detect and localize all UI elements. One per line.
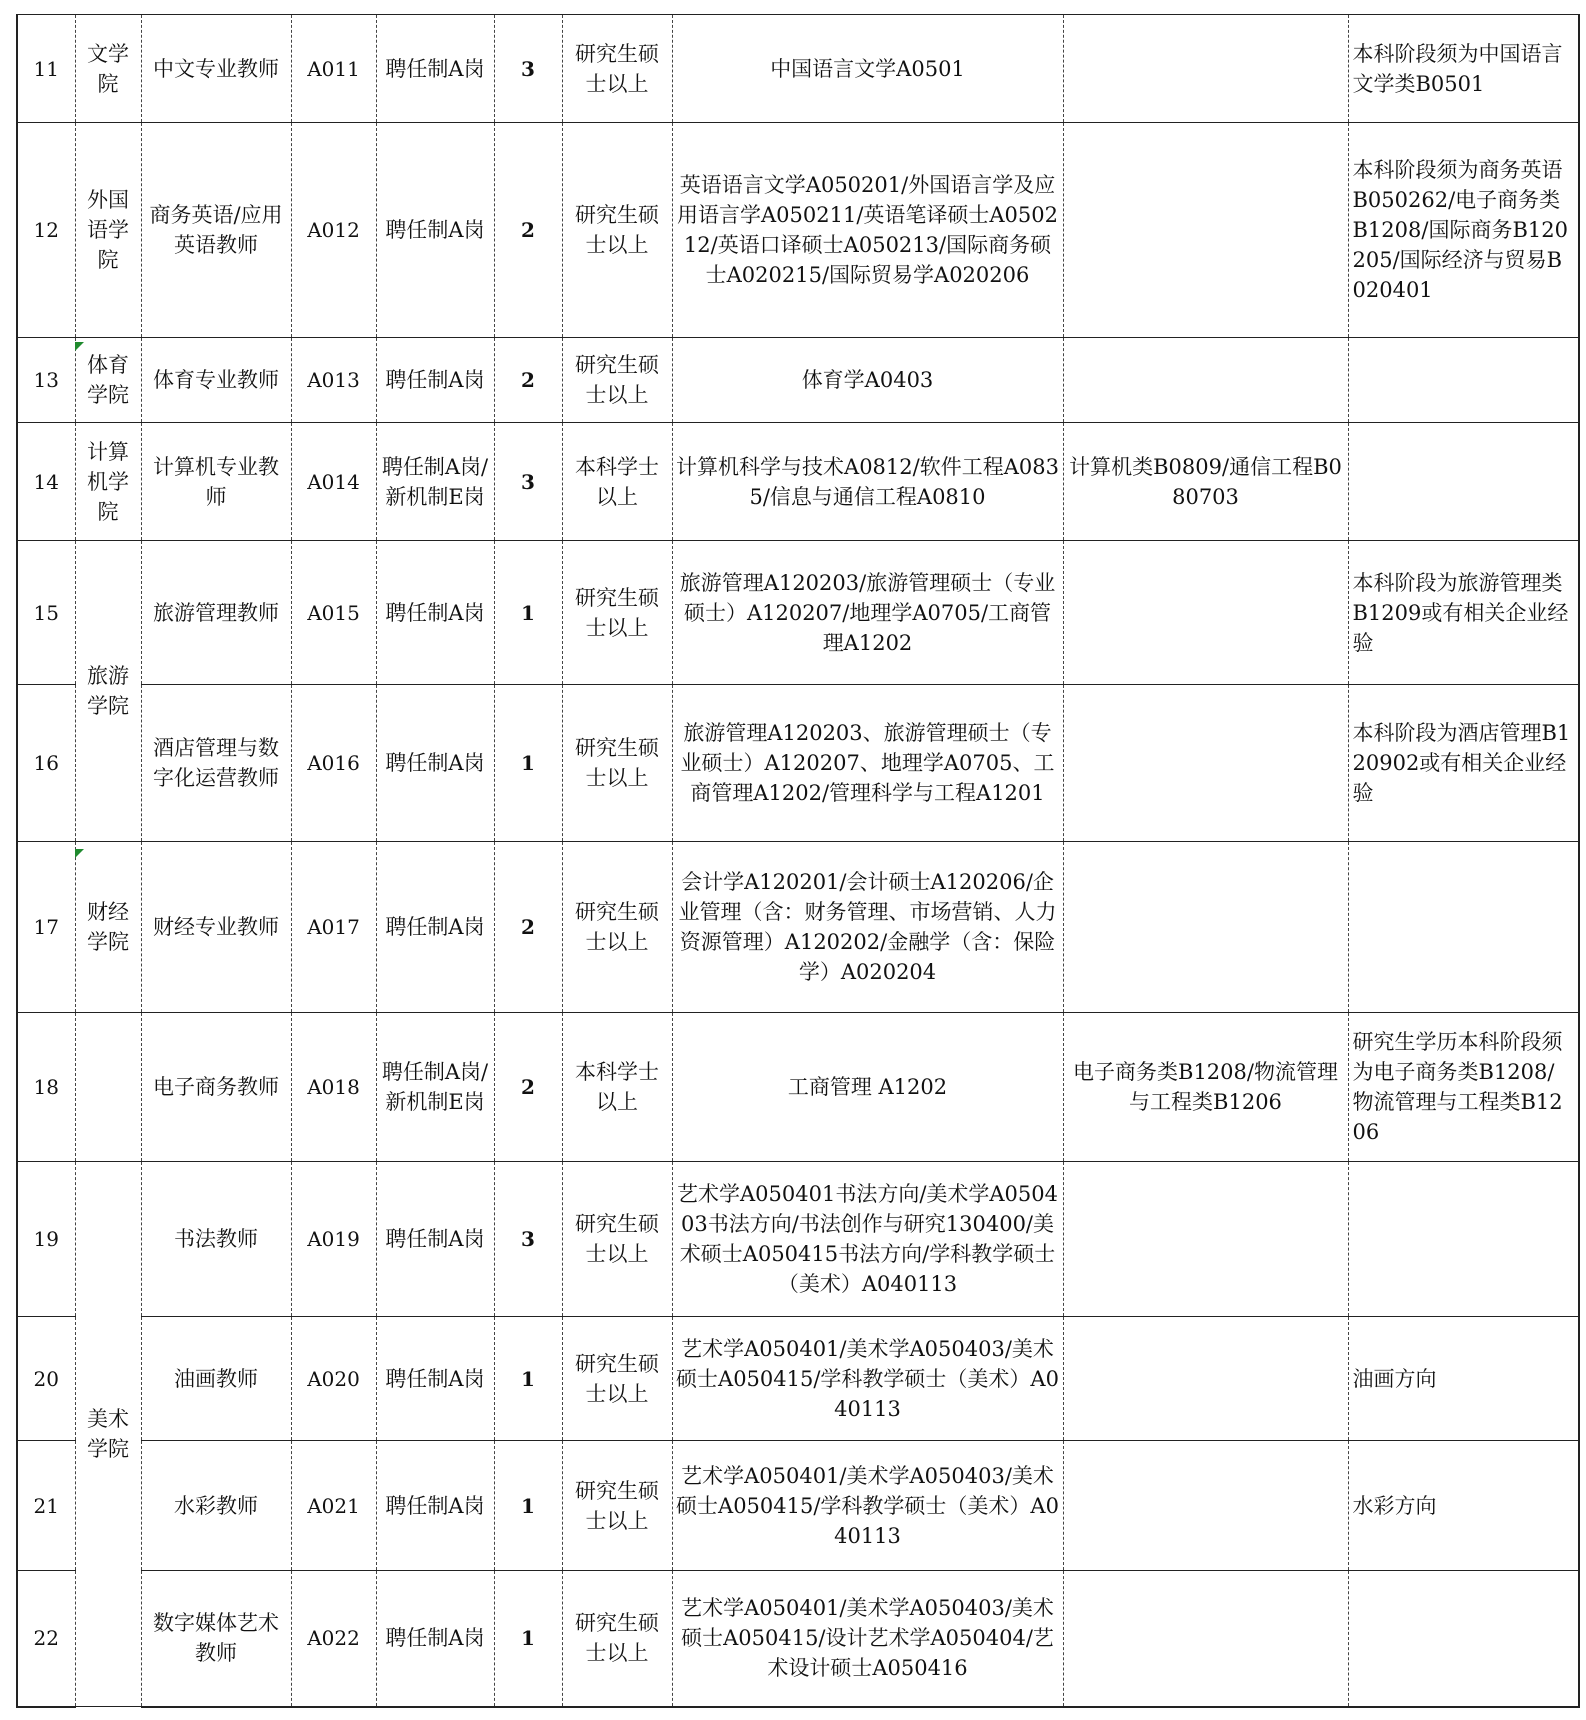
headcount-cell: 3 (494, 15, 562, 123)
position-code-cell: A019 (291, 1162, 376, 1317)
graduate-major-cell: 计算机科学与技术A0812/软件工程A0835/信息与通信工程A0810 (672, 423, 1063, 541)
headcount-cell: 1 (494, 541, 562, 685)
note-cell: 本科阶段为酒店管理B120902或有相关企业经验 (1348, 685, 1579, 842)
position-type-cell: 聘任制A岗 (376, 1162, 494, 1317)
degree-cell: 研究生硕士以上 (562, 1162, 672, 1317)
undergraduate-major-cell (1063, 123, 1348, 338)
table-row (17, 1317, 1579, 1441)
headcount-cell: 1 (494, 685, 562, 842)
degree-cell: 研究生硕士以上 (562, 1317, 672, 1441)
note-cell: 本科阶段为旅游管理类B1209或有相关企业经验 (1348, 541, 1579, 685)
position-code-cell: A011 (291, 15, 376, 123)
row-number: 17 (17, 842, 75, 1013)
table-row (17, 338, 1579, 423)
degree-cell: 研究生硕士以上 (562, 1441, 672, 1571)
position-cell: 旅游管理教师 (141, 541, 291, 685)
position-cell: 商务英语/应用英语教师 (141, 123, 291, 338)
position-code-cell: A014 (291, 423, 376, 541)
degree-cell: 研究生硕士以上 (562, 685, 672, 842)
degree-cell: 研究生硕士以上 (562, 1571, 672, 1707)
headcount-cell: 1 (494, 1317, 562, 1441)
college-cell: 美术学院 (75, 1162, 141, 1707)
position-cell: 计算机专业教师 (141, 423, 291, 541)
row-number: 13 (17, 338, 75, 423)
undergraduate-major-cell (1063, 685, 1348, 842)
graduate-major-cell: 体育学A0403 (672, 338, 1063, 423)
undergraduate-major-cell (1063, 1162, 1348, 1317)
graduate-major-cell: 艺术学A050401/美术学A050403/美术硕士A050415/学科教学硕士（美术）A040113 (672, 1317, 1063, 1441)
row-number: 14 (17, 423, 75, 541)
position-cell: 电子商务教师 (141, 1013, 291, 1162)
table-row (17, 15, 1579, 123)
undergraduate-major-cell (1063, 15, 1348, 123)
undergraduate-major-cell (1063, 541, 1348, 685)
position-type-cell: 聘任制A岗 (376, 338, 494, 423)
position-code-cell: A022 (291, 1571, 376, 1707)
position-code-cell: A020 (291, 1317, 376, 1441)
note-cell: 油画方向 (1348, 1317, 1579, 1441)
row-number: 20 (17, 1317, 75, 1441)
table-row (17, 685, 1579, 842)
position-cell: 数字媒体艺术教师 (141, 1571, 291, 1707)
note-cell: 本科阶段须为商务英语B050262/电子商务类B1208/国际商务B120205/国际经济与贸易B020401 (1348, 123, 1579, 338)
headcount-cell: 2 (494, 842, 562, 1013)
row-number: 16 (17, 685, 75, 842)
position-cell: 中文专业教师 (141, 15, 291, 123)
note-cell (1348, 423, 1579, 541)
position-cell: 油画教师 (141, 1317, 291, 1441)
table-row (17, 1162, 1579, 1317)
note-cell (1348, 338, 1579, 423)
note-cell: 研究生学历本科阶段须为电子商务类B1208/物流管理与工程类B1206 (1348, 1013, 1579, 1162)
undergraduate-major-cell: 计算机类B0809/通信工程B080703 (1063, 423, 1348, 541)
position-type-cell: 聘任制A岗/新机制E岗 (376, 1013, 494, 1162)
graduate-major-cell: 艺术学A050401/美术学A050403/美术硕士A050415/学科教学硕士（美术）A040113 (672, 1441, 1063, 1571)
graduate-major-cell: 旅游管理A120203、旅游管理硕士（专业硕士）A120207、地理学A0705、工商管理A1202/管理科学与工程A1201 (672, 685, 1063, 842)
undergraduate-major-cell (1063, 1571, 1348, 1707)
undergraduate-major-cell (1063, 842, 1348, 1013)
headcount-cell: 3 (494, 423, 562, 541)
table-row (17, 842, 1579, 1013)
college-cell: 体育学院 (75, 338, 141, 423)
position-type-cell: 聘任制A岗 (376, 123, 494, 338)
college-cell (75, 1013, 141, 1162)
position-cell: 水彩教师 (141, 1441, 291, 1571)
college-cell: 计算机学院 (75, 423, 141, 541)
position-code-cell: A021 (291, 1441, 376, 1571)
position-type-cell: 聘任制A岗 (376, 1571, 494, 1707)
position-type-cell: 聘任制A岗/新机制E岗 (376, 423, 494, 541)
college-cell: 旅游学院 (75, 541, 141, 842)
headcount-cell: 2 (494, 338, 562, 423)
headcount-cell: 3 (494, 1162, 562, 1317)
graduate-major-cell: 旅游管理A120203/旅游管理硕士（专业硕士）A120207/地理学A0705/工商管理A1202 (672, 541, 1063, 685)
position-code-cell: A016 (291, 685, 376, 842)
table-row (17, 423, 1579, 541)
degree-cell: 本科学士以上 (562, 1013, 672, 1162)
degree-cell: 研究生硕士以上 (562, 842, 672, 1013)
degree-cell: 本科学士以上 (562, 423, 672, 541)
table-row (17, 123, 1579, 338)
cell-comment-marker (75, 342, 84, 351)
note-cell: 水彩方向 (1348, 1441, 1579, 1571)
position-cell: 酒店管理与数字化运营教师 (141, 685, 291, 842)
table-row (17, 1013, 1579, 1162)
note-cell (1348, 842, 1579, 1013)
graduate-major-cell: 英语语言文学A050201/外国语言学及应用语言学A050211/英语笔译硕士A050212/英语口译硕士A050213/国际商务硕士A020215/国际贸易学A020206 (672, 123, 1063, 338)
college-cell: 外国语学院 (75, 123, 141, 338)
row-number: 11 (17, 15, 75, 123)
row-number: 18 (17, 1013, 75, 1162)
position-code-cell: A015 (291, 541, 376, 685)
position-code-cell: A013 (291, 338, 376, 423)
degree-cell: 研究生硕士以上 (562, 338, 672, 423)
graduate-major-cell: 艺术学A050401/美术学A050403/美术硕士A050415/设计艺术学A050404/艺术设计硕士A050416 (672, 1571, 1063, 1707)
table-row (17, 1441, 1579, 1571)
headcount-cell: 2 (494, 123, 562, 338)
position-type-cell: 聘任制A岗 (376, 15, 494, 123)
undergraduate-major-cell (1063, 1317, 1348, 1441)
row-number: 15 (17, 541, 75, 685)
row-number: 21 (17, 1441, 75, 1571)
row-number: 12 (17, 123, 75, 338)
row-number: 22 (17, 1571, 75, 1707)
cell-comment-marker (75, 849, 84, 858)
position-code-cell: A012 (291, 123, 376, 338)
note-cell (1348, 1571, 1579, 1707)
position-code-cell: A018 (291, 1013, 376, 1162)
position-cell: 财经专业教师 (141, 842, 291, 1013)
table-row (17, 541, 1579, 685)
degree-cell: 研究生硕士以上 (562, 541, 672, 685)
position-type-cell: 聘任制A岗 (376, 1441, 494, 1571)
position-cell: 体育专业教师 (141, 338, 291, 423)
position-type-cell: 聘任制A岗 (376, 1317, 494, 1441)
degree-cell: 研究生硕士以上 (562, 123, 672, 338)
position-code-cell: A017 (291, 842, 376, 1013)
position-type-cell: 聘任制A岗 (376, 842, 494, 1013)
graduate-major-cell: 工商管理 A1202 (672, 1013, 1063, 1162)
graduate-major-cell: 中国语言文学A0501 (672, 15, 1063, 123)
college-cell: 文学院 (75, 15, 141, 123)
headcount-cell: 1 (494, 1441, 562, 1571)
undergraduate-major-cell: 电子商务类B1208/物流管理与工程类B1206 (1063, 1013, 1348, 1162)
headcount-cell: 1 (494, 1571, 562, 1707)
degree-cell: 研究生硕士以上 (562, 15, 672, 123)
table-row (17, 1571, 1579, 1707)
graduate-major-cell: 会计学A120201/会计硕士A120206/企业管理（含：财务管理、市场营销、人力资源管理）A120202/金融学（含：保险学）A020204 (672, 842, 1063, 1013)
college-cell: 财经学院 (75, 842, 141, 1013)
note-cell (1348, 1162, 1579, 1317)
recruitment-table (16, 14, 1580, 1708)
position-type-cell: 聘任制A岗 (376, 541, 494, 685)
graduate-major-cell: 艺术学A050401书法方向/美术学A050403书法方向/书法创作与研究130400/美术硕士A050415书法方向/学科教学硕士（美术）A040113 (672, 1162, 1063, 1317)
undergraduate-major-cell (1063, 338, 1348, 423)
undergraduate-major-cell (1063, 1441, 1348, 1571)
position-cell: 书法教师 (141, 1162, 291, 1317)
row-number: 19 (17, 1162, 75, 1317)
position-type-cell: 聘任制A岗 (376, 685, 494, 842)
note-cell: 本科阶段须为中国语言文学类B0501 (1348, 15, 1579, 123)
headcount-cell: 2 (494, 1013, 562, 1162)
